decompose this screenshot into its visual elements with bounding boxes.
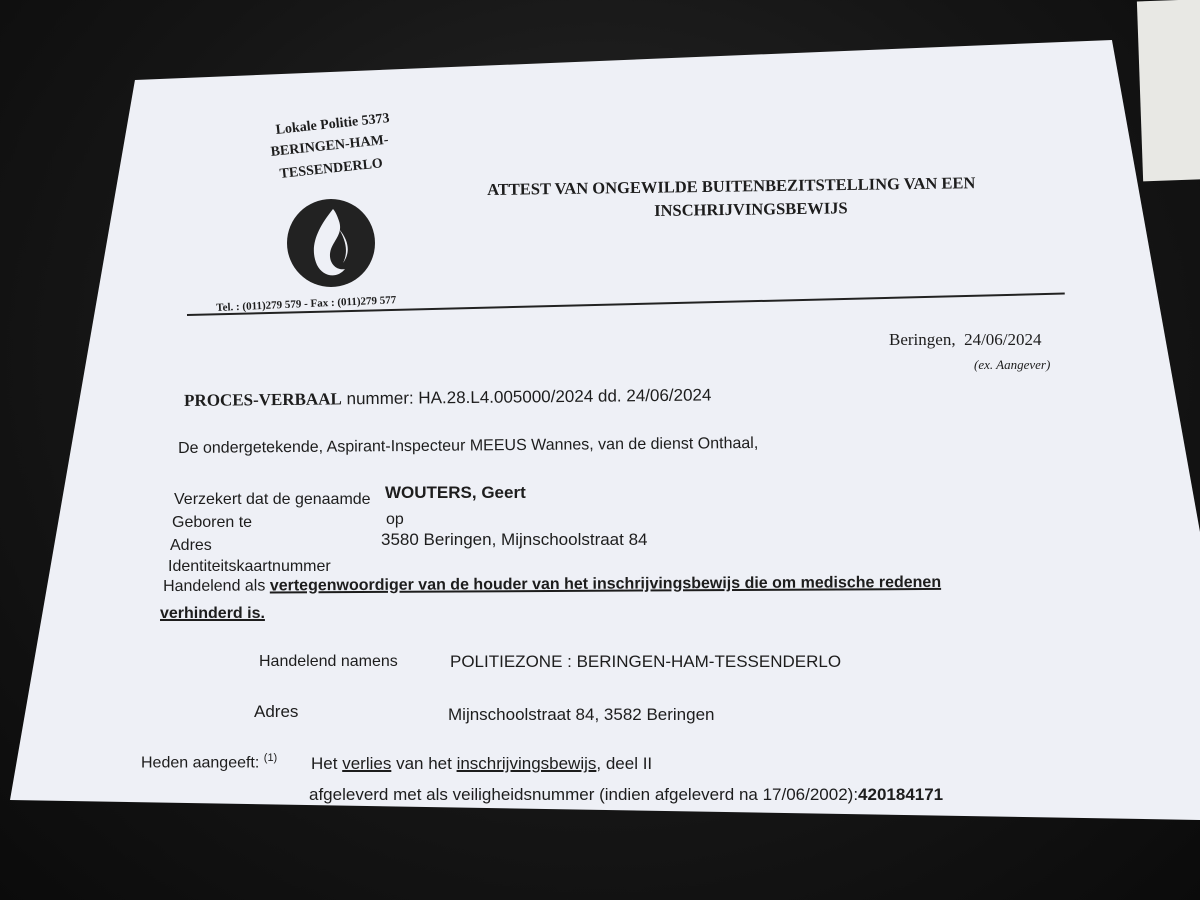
place-date: Beringen, 24/06/2024	[889, 330, 1042, 349]
document-title-line1: ATTEST VAN ONGEWILDE BUITENBEZITSTELLING VAN EEN	[487, 173, 976, 199]
intro-text: De ondergetekende, Aspirant-Inspecteur MEEUS Wannes, van de dienst Onthaal,	[178, 434, 759, 457]
document-paper	[10, 20, 1200, 820]
acting-role-end: verhinderd is.	[160, 605, 265, 622]
pv-label: PROCES-VERBAAL	[184, 389, 342, 410]
org-name-line2: BERINGEN-HAM-	[270, 132, 390, 160]
org-name-line3: TESSENDERLO	[279, 156, 384, 182]
decl-deel: , deel II	[596, 754, 653, 773]
born-on: op	[386, 511, 404, 528]
acting-line2	[160, 605, 265, 623]
declaration-label	[141, 752, 277, 772]
police-logo	[287, 199, 375, 287]
org-name-line1: Lokale Politie 5373	[275, 111, 391, 138]
person-address: 3580 Beringen, Mijnschoolstraat 84	[381, 530, 648, 549]
name-label: Verzekert dat de genaamde	[174, 491, 371, 508]
decl-inschrijvingsbewijs: inschrijvingsbewijs	[456, 754, 597, 773]
declaration-line2	[309, 785, 943, 805]
decl-verlies: verlies	[342, 754, 392, 773]
on-behalf-value: POLITIEZONE : BERINGEN-HAM-TESSENDERLO	[450, 652, 842, 671]
acting-prefix: Handelend als	[163, 577, 266, 595]
document-title-line2: INSCHRIJVINGSBEWIJS	[654, 198, 848, 220]
declaration-line1	[311, 754, 652, 774]
org-address-label: Adres	[254, 702, 299, 721]
id-label: Identiteitskaartnummer	[168, 558, 331, 575]
footnote-mark: (1)	[263, 752, 278, 764]
org-address: Mijnschoolstraat 84, 3582 Beringen	[448, 705, 715, 724]
pv-number: nummer: HA.28.L4.005000/2024 dd. 24/06/2024	[346, 385, 712, 409]
declaration-text-label: Heden aangeeft:	[141, 754, 260, 772]
person-name: WOUTERS, Geert	[385, 483, 526, 502]
decl-vanhet: van het	[396, 754, 452, 773]
decl-security-text: afgeleverd met als veiligheidsnummer (indien afgeleverd na 17/06/2002):	[309, 785, 859, 804]
contact-line: Tel. : (011)279 579 - Fax : (011)279 577	[216, 294, 397, 314]
acting-role: vertegenwoordiger van de houder van het inschrijvingsbewijs die om medische redenen	[269, 573, 942, 595]
background-card	[1137, 0, 1200, 181]
copy-note: (ex. Aangever)	[974, 357, 1051, 372]
born-label: Geboren te	[172, 514, 253, 531]
decl-het: Het	[311, 754, 338, 773]
security-number: 420184171	[858, 785, 944, 804]
on-behalf-label: Handelend namens	[259, 653, 398, 670]
flame-icon	[287, 199, 375, 287]
address-label: Adres	[170, 537, 212, 554]
